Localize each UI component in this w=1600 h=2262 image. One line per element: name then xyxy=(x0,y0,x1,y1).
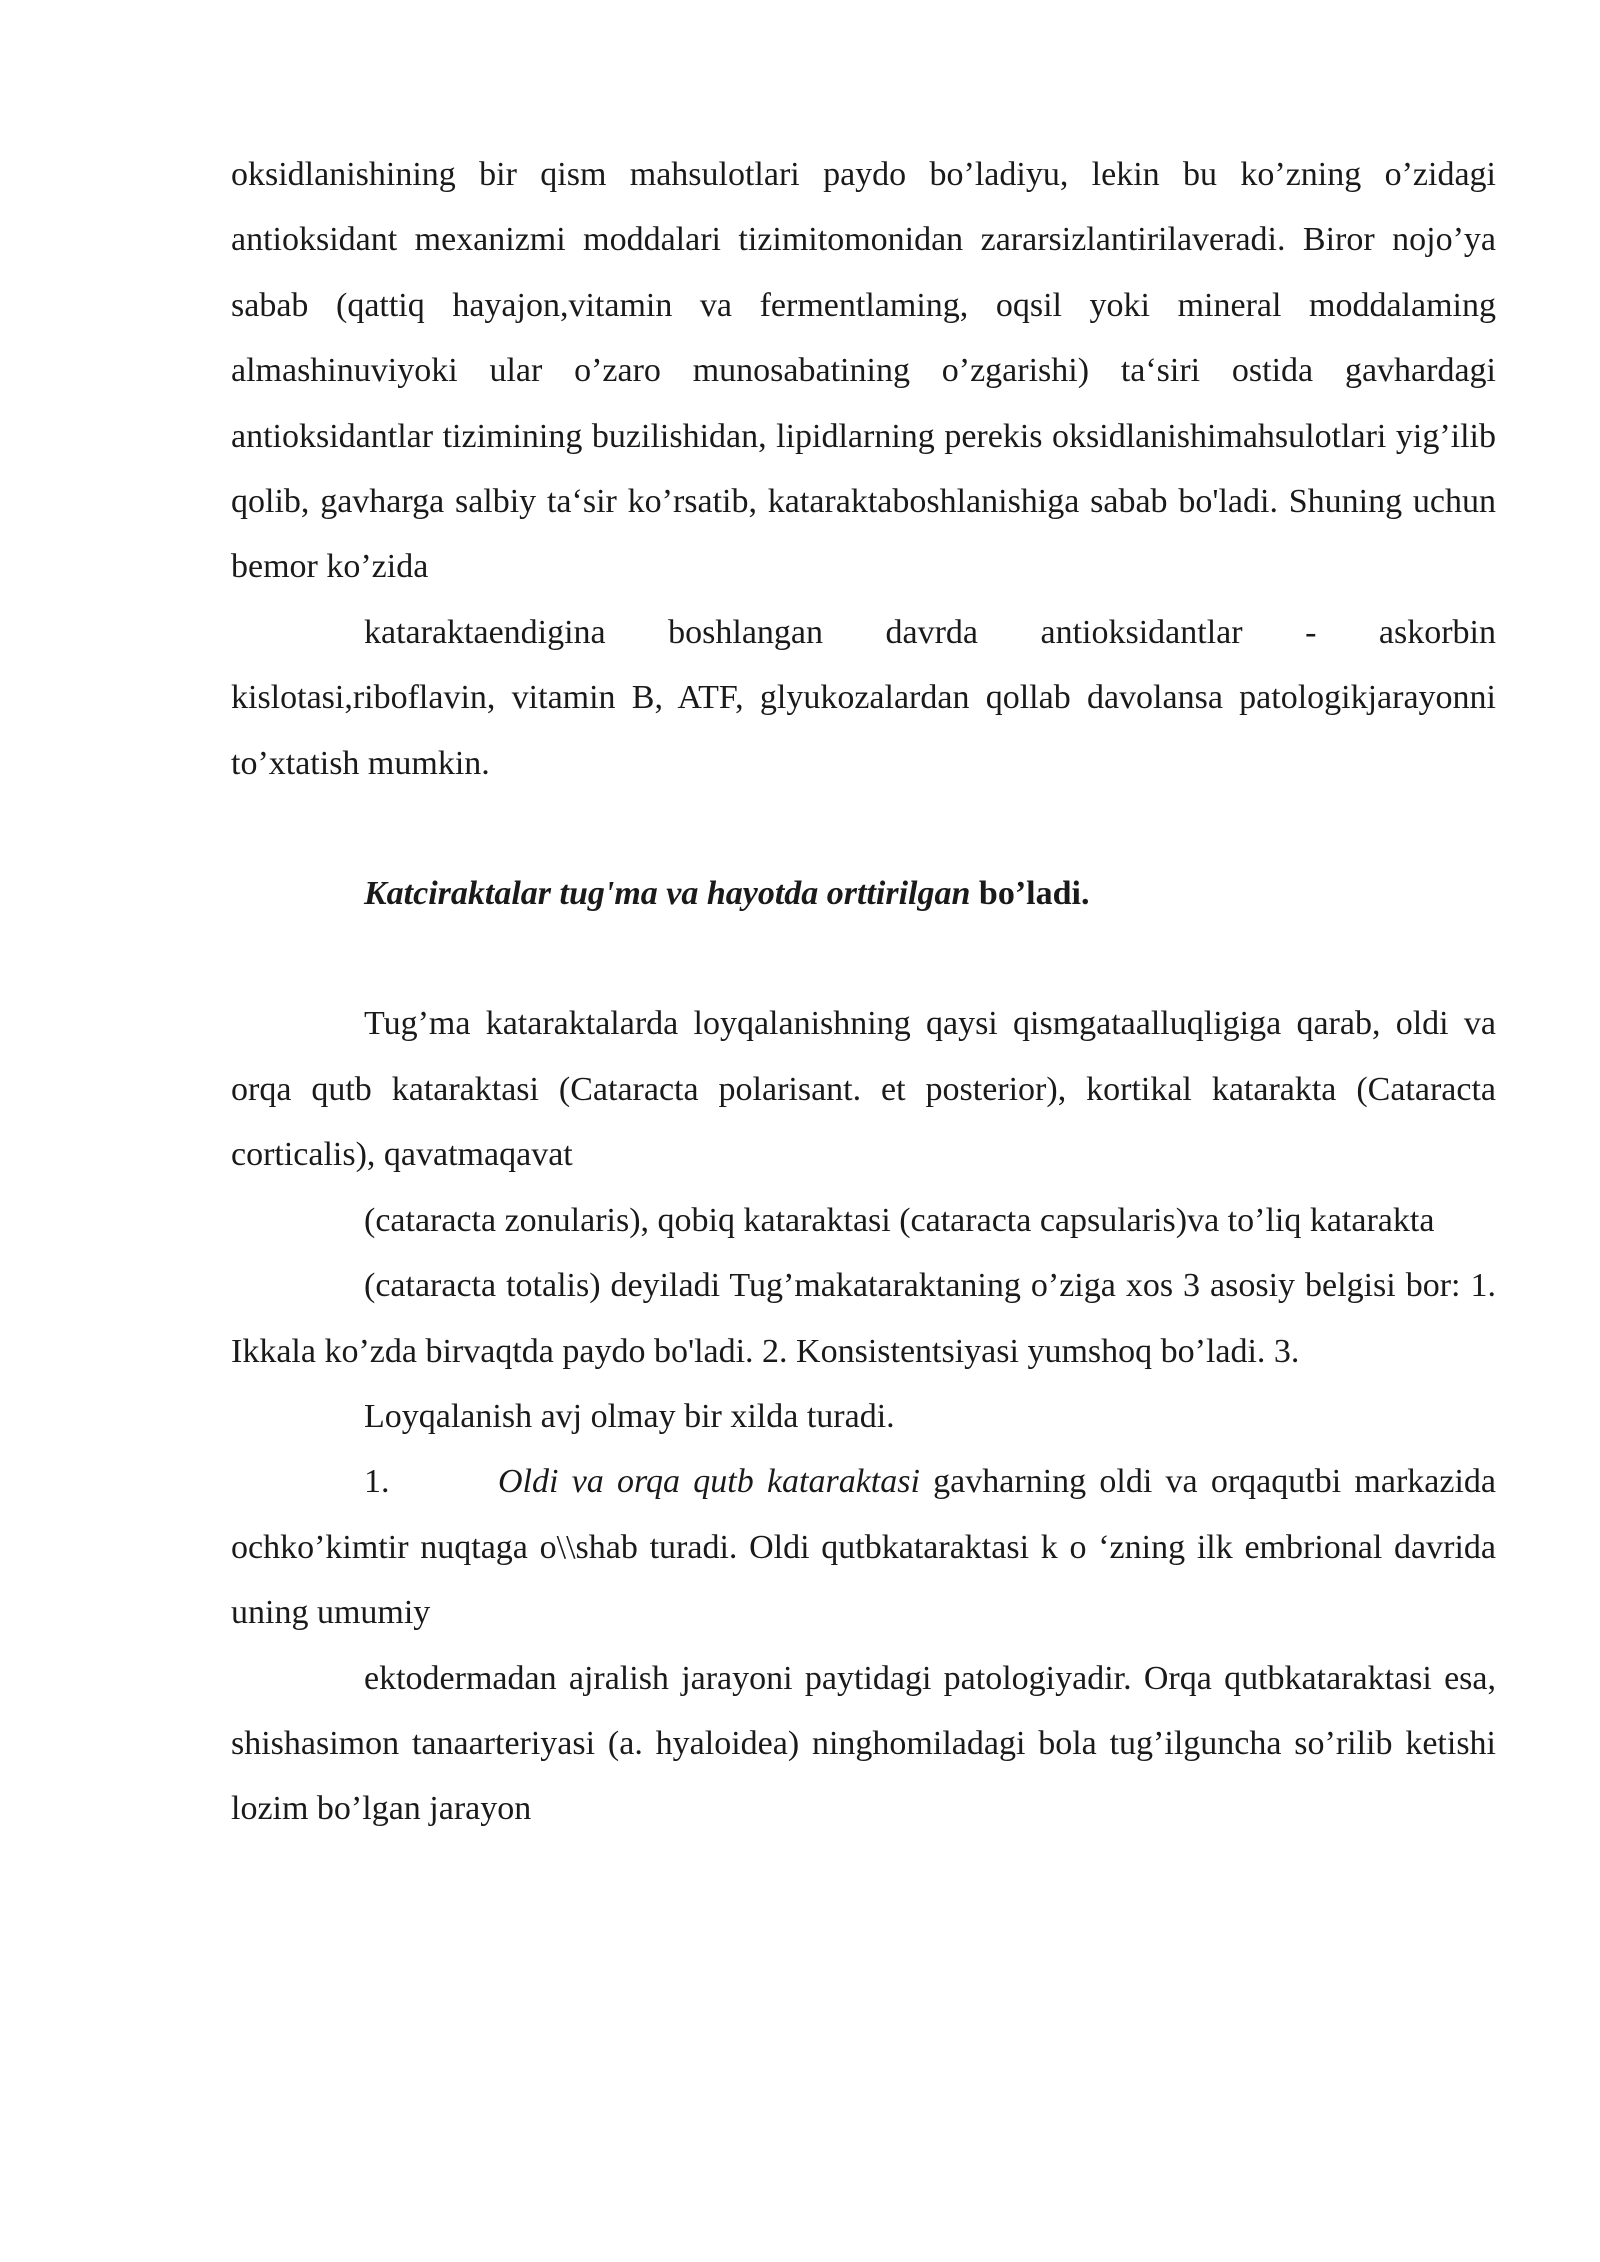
list-number: 1. xyxy=(364,1463,390,1501)
section-heading xyxy=(231,861,1496,926)
spacer xyxy=(231,796,1496,861)
spacer xyxy=(231,926,1496,991)
section-heading-italic: Katciraktalar tug'ma va hayotda orttirilgan xyxy=(364,875,971,913)
document-body xyxy=(231,142,1496,1842)
paragraph-5: (cataracta totalis) deyiladi Tug’makataraktaning o’ziga xos 3 asosiy belgisi bor: 1. Ikkala ko’zda birvaqtda paydo bo'ladi. 2. Konsistentsiyasi yumshoq bo’ladi. 3. xyxy=(231,1267,1496,1370)
paragraph-4: (cataracta zonularis), qobiq kataraktasi (cataracta capsularis)va to’liq katarakta xyxy=(364,1201,1435,1239)
paragraph-8: ektodermadan ajralish jarayoni paytidagi patologiyadir. Orqa qutbkataraktasi esa, shishasimon tanaarteriyasi (a. hyaloidea) ninghomiladagi bola tug’ilguncha so’rilib ketishi lozim bo’lgan jarayon xyxy=(231,1659,1496,1828)
paragraph-2: kataraktaendigina boshlangan davrda antioksidantlar - askorbin kislotasi,riboflavin, vitamin B, ATF, glyukozalardan qollab davolansa patologikjarayonni to’xtatish mumkin. xyxy=(231,613,1496,782)
paragraph-6: Loyqalanish avj olmay bir xilda turadi. xyxy=(364,1397,895,1435)
paragraph-1: oksidlanishining bir qism mahsulotlari paydo bo’ladiyu, lekin bu ko’zning o’zidagi antioksidant mexanizmi moddalari tizimitomonidan zararsizlantirilaveradi. Biror nojo’ya sabab (qattiq hayajon,vitamin va fermentlaming, oqsil yoki mineral moddalaming almashinuviyoki ular o’zaro munosabatining o’zgarishi) ta‘siri ostida gavhardagi antioksidantlar tizimining buzilishidan, lipidlarning perekis oksidlanishimahsulotlari yig’ilib qolib, gavharga salbiy ta‘sir ko’rsatib, kataraktaboshlanishiga sabab bo'ladi. Shuning uchun bemor ko’zida xyxy=(231,156,1496,586)
term-italic: Oldi va orqa qutb kataraktasi xyxy=(498,1463,920,1501)
paragraph-7 xyxy=(231,1449,1496,1645)
paragraph-7-text: gavharning oldi va orqaqutbi markazida ochko’kimtir nuqtaga o\\shab turadi. Oldi qutbkataraktasi k o ‘zning ilk embrional davrida uning umumiy xyxy=(231,1463,1496,1632)
paragraph-3: Tug’ma kataraktalarda loyqalanishning qaysi qismgataalluqligiga qarab, oldi va orqa qutb kataraktasi (Cataracta polarisant. et posterior), kortikal katarakta (Cataracta corticalis), qavatmaqavat xyxy=(231,1005,1496,1174)
section-heading-bold: bo’ladi. xyxy=(970,875,1090,913)
